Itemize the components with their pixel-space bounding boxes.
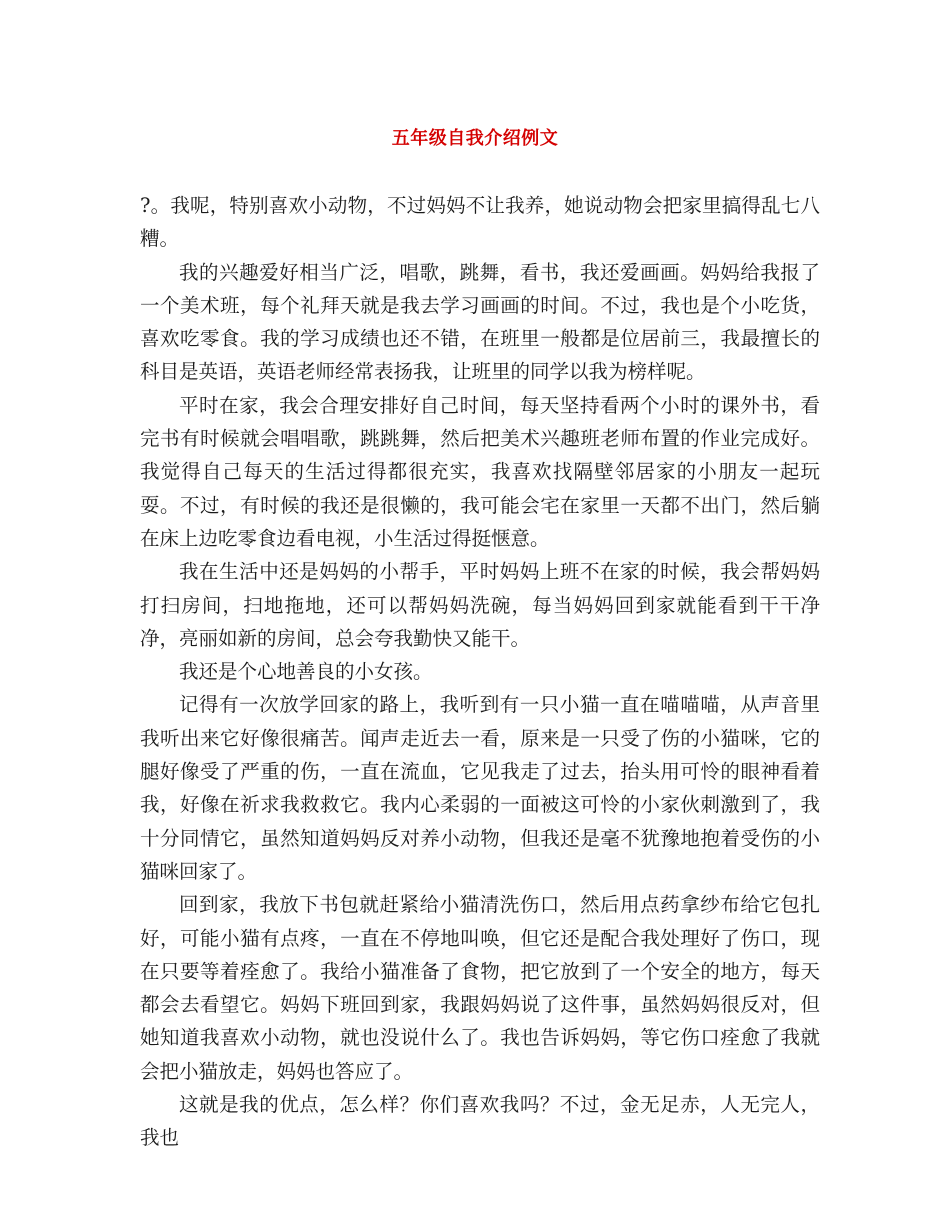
document-title: 五年级自我介绍例文 [391,128,559,149]
paragraph-4: 我在生活中还是妈妈的小帮手，平时妈妈上班不在家的时候，我会帮妈妈打扫房间，扫地拖地，还可以帮妈妈洗碗，每当妈妈回到家就能看到干干净净，亮丽如新的房间，总会夸我勤快又能干。 [140,560,820,650]
document-body [140,189,820,1155]
paragraph-2: 我的兴趣爱好相当广泛，唱歌，跳舞，看书，我还爱画画。妈妈给我报了一个美术班，每个礼拜天就是我去学习画画的时间。不过，我也是个小吃货，喜欢吃零食。我的学习成绩也还不错，在班里一般都是位居前三，我最擅长的科目是英语，英语老师经常表扬我，让班里的同学以我为榜样呢。 [140,260,820,384]
paragraph-1: ?。我呢，特别喜欢小动物，不过妈妈不让我养，她说动物会把家里搞得乱七八糟。 [140,194,820,251]
paragraph-5: 我还是个心地善良的小女孩。 [179,660,433,684]
paragraph-7: 回到家，我放下书包就赶紧给小猫清洗伤口，然后用点药拿纱布给它包扎好，可能小猫有点疼，一直在不停地叫唤，但它还是配合我处理好了伤口，现在只要等着痊愈了。我给小猫准备了食物，把它放到了一个安全的地方，每天都会去看望它。妈妈下班回到家，我跟妈妈说了这件事，虽然妈妈很反对，但她知道我喜欢小动物，就也没说什么了。我也告诉妈妈，等它伤口痊愈了我就会把小猫放走，妈妈也答应了。 [140,893,820,1083]
paragraph-6: 记得有一次放学回家的路上，我听到有一只小猫一直在喵喵喵，从声音里我听出来它好像很痛苦。闻声走近去一看，原来是一只受了伤的小猫咪，它的腿好像受了严重的伤，一直在流血，它见我走了过去，抬头用可怜的眼神看着我，好像在祈求我救救它。我内心柔弱的一面被这可怜的小家伙刺激到了，我十分同情它，虽然知道妈妈反对养小动物，但我还是毫不犹豫地抱着受伤的小猫咪回家了。 [140,693,820,883]
paragraph-3: 平时在家，我会合理安排好自己时间，每天坚持看两个小时的课外书，看完书有时候就会唱唱歌，跳跳舞，然后把美术兴趣班老师布置的作业完成好。我觉得自己每天的生活过得都很充实，我喜欢找隔壁邻居家的小朋友一起玩耍。不过，有时候的我还是很懒的，我可能会宅在家里一天都不出门，然后躺在床上边吃零食边看电视，小生活过得挺惬意。 [140,393,820,550]
paragraph-8: 这就是我的优点，怎么样？你们喜欢我吗？不过，金无足赤，人无完人，我也 [140,1093,820,1150]
